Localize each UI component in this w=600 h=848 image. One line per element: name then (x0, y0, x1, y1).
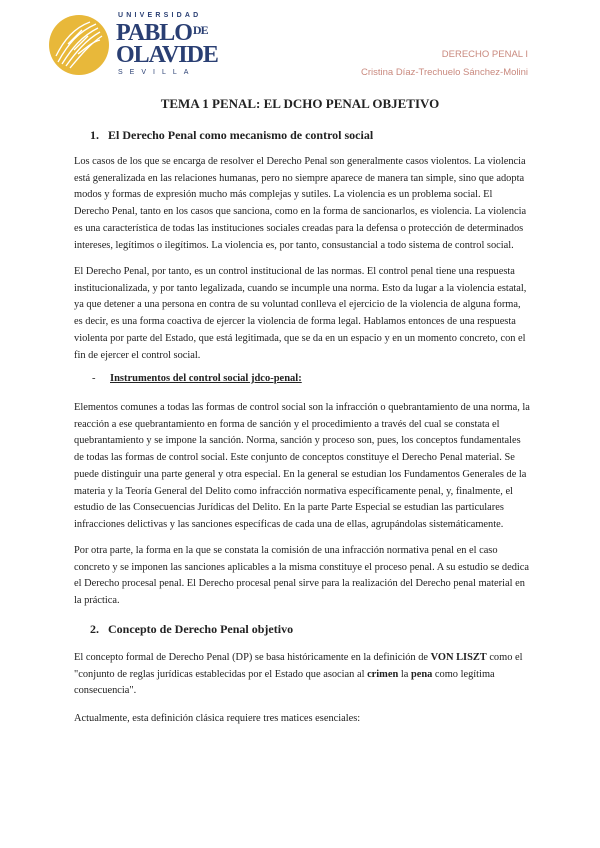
pena-bold: pena (410, 668, 433, 680)
logo-wordmark (116, 12, 256, 78)
course-title: DERECHO PENAL I (441, 49, 528, 60)
section-1-paragraph-1: Los casos de los que se encarga de resolver el Derecho Penal son generalmente casos violentos. La violencia está generalizada en las relaciones humanas, pero no siempre aparece de manera tan simple, sino que adopta modos y formas de expresión mucho más complejas y sutiles. La violencia es un problema social. El Derecho Penal, tanto en los casos que sanciona, como en la forma de sancionarlos, es violencia. La violencia es una característica de todas las instituciones sociales creadas para la defensa o protección de determinados intereses, legítimos o ilegítimos. La violencia es, por tanto, consustancial a todo sistema de control social. (74, 156, 527, 251)
logo-university-text: UNIVERSIDAD (118, 12, 202, 19)
subheading-bullet: - (92, 373, 96, 384)
section-1-paragraph-3: Elementos comunes a todas las formas de control social son la infracción o quebrantamiento de una norma, la reacción a ese quebrantamiento en forma de sanción y el procedimiento a través del cual se constata el quebrantamiento y se impone la sanción. Norma, sanción y proceso son, pues, los conceptos fundamentales de todas las formas de control social. Este conjunto de conceptos constituye el Derecho Penal material. Se puede distinguir una parte general y otra especial. En la general se estudian los Fundamentos Generales de la materia y la Teoría General del Delito como infracción normativa específicamente penal, y, finalmente, el estudio de las Consecuencias Jurídicas del Delito. En la parte Parte Especial se estudian las particulares infracciones delictivas y las sanciones específicas de cada una de ellas, agrupándolas sistemáticamente. (74, 402, 530, 530)
section-2-title: Concepto de Derecho Penal objetivo (108, 622, 294, 636)
section-2-paragraph-2: Actualmente, esta definición clásica requiere tres matices esenciales: (74, 713, 361, 724)
section-1-title: El Derecho Penal como mecanismo de control social (108, 128, 374, 142)
section-1-subheading (92, 373, 302, 384)
logo-emblem-icon (48, 14, 110, 76)
section-2-heading (90, 622, 293, 637)
logo-name-line2: OLAVIDE (116, 42, 218, 68)
von-liszt-bold: VON LISZT (430, 652, 487, 663)
logo-name-de: DE (192, 23, 208, 37)
section-2-number: 2. (90, 622, 99, 636)
section-1-heading (90, 128, 373, 143)
section-2-paragraph-1: El concepto formal de Derecho Penal (DP) se basa históricamente en la definición de VON LISZT como el "conjunto de reglas jurídicas establecidas por el Estado que asocian al crimen la pena como legítima consecuencia". (74, 652, 523, 697)
section-1-number: 1. (90, 128, 99, 142)
subheading-text: Instrumentos del control social jdco-penal: (110, 373, 302, 384)
page-header (361, 46, 528, 82)
document-title: TEMA 1 PENAL: EL DCHO PENAL OBJETIVO (160, 96, 440, 111)
logo-city-text: SEVILLA (118, 69, 196, 76)
section-1-paragraph-2: El Derecho Penal, por tanto, es un control institucional de las normas. El control penal tiene una respuesta institucionalizada, y por tanto legalizada, cuando se incumple una norma. Esto da lugar a la violencia estatal, ya que detener a una persona en contra de su voluntad conlleva el ejercicio de la violencia de alguna forma, es decir, es una forma coactiva de ejercer la violencia de forma legal. Hablamos entonces de una respuesta violenta por parte del Estado, que está legitimada, que se da en un espacio y en un momento concreto, con el fin de ejercer el control social. (74, 266, 527, 361)
crimen-bold: crimen (367, 668, 399, 680)
university-logo (48, 12, 218, 78)
logo-name-line1: $PABLO^{DE}$ (116, 20, 208, 46)
author-name: Cristina Díaz-Trechuelo Sánchez-Molini (360, 67, 528, 78)
section-1-paragraph-4: Por otra parte, la forma en la que se constata la comisión de una infracción normativa penal en el caso concreto y se imponen las sanciones aplicables a la misma constituye el proceso penal. A su estudio se dedica el Derecho procesal penal. El Derecho procesal penal sirve para la realización del Derecho penal material en la práctica. (74, 545, 530, 607)
